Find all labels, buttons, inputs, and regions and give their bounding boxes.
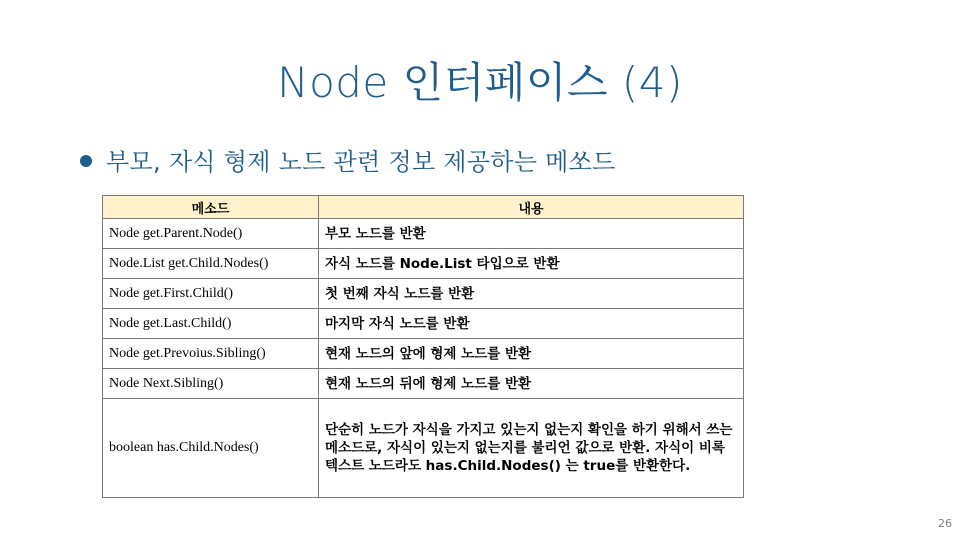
description-cell: 마지막 자식 노드를 반환	[319, 309, 744, 339]
method-cell: Node.List get.Child.Nodes()	[103, 249, 319, 279]
method-cell: Node get.Prevoius.Sibling()	[103, 339, 319, 369]
slide-title: Node 인터페이스 (4)	[277, 58, 683, 107]
table-row	[103, 399, 744, 498]
description-cell: 현재 노드의 앞에 형제 노드를 반환	[319, 339, 744, 369]
description-cell: 첫 번째 자식 노드를 반환	[319, 279, 744, 309]
method-cell: boolean has.Child.Nodes()	[103, 399, 319, 498]
method-cell: Node get.First.Child()	[103, 279, 319, 309]
table-header-row	[103, 196, 744, 219]
table-row	[103, 219, 744, 249]
bullet-dot-icon	[80, 155, 92, 167]
bullet-text: 부모, 자식 형제 노드 관련 정보 제공하는 메쏘드	[106, 148, 616, 176]
bullet-point	[80, 142, 616, 177]
table-row	[103, 369, 744, 399]
page-number: 26	[938, 517, 952, 530]
table-row	[103, 249, 744, 279]
description-cell: 자식 노드를 Node.List 타입으로 반환	[319, 249, 744, 279]
method-cell: Node Next.Sibling()	[103, 369, 319, 399]
description-cell: 부모 노드를 반환	[319, 219, 744, 249]
header-method: 메소드	[103, 196, 319, 219]
method-cell: Node get.Parent.Node()	[103, 219, 319, 249]
table-row	[103, 279, 744, 309]
header-description: 내용	[319, 196, 744, 219]
description-cell: 단순히 노드가 자식을 가지고 있는지 없는지 확인을 하기 위해서 쓰는 메소드로, 자식이 있는지 없는지를 불리언 값으로 반환. 자식이 비록 텍스트 노드라도 has.Child.Nodes() 는 true를 반환한다.	[319, 399, 744, 498]
table-row	[103, 309, 744, 339]
table-row	[103, 339, 744, 369]
method-cell: Node get.Last.Child()	[103, 309, 319, 339]
description-cell: 현재 노드의 뒤에 형제 노드를 반환	[319, 369, 744, 399]
methods-table	[102, 195, 744, 498]
